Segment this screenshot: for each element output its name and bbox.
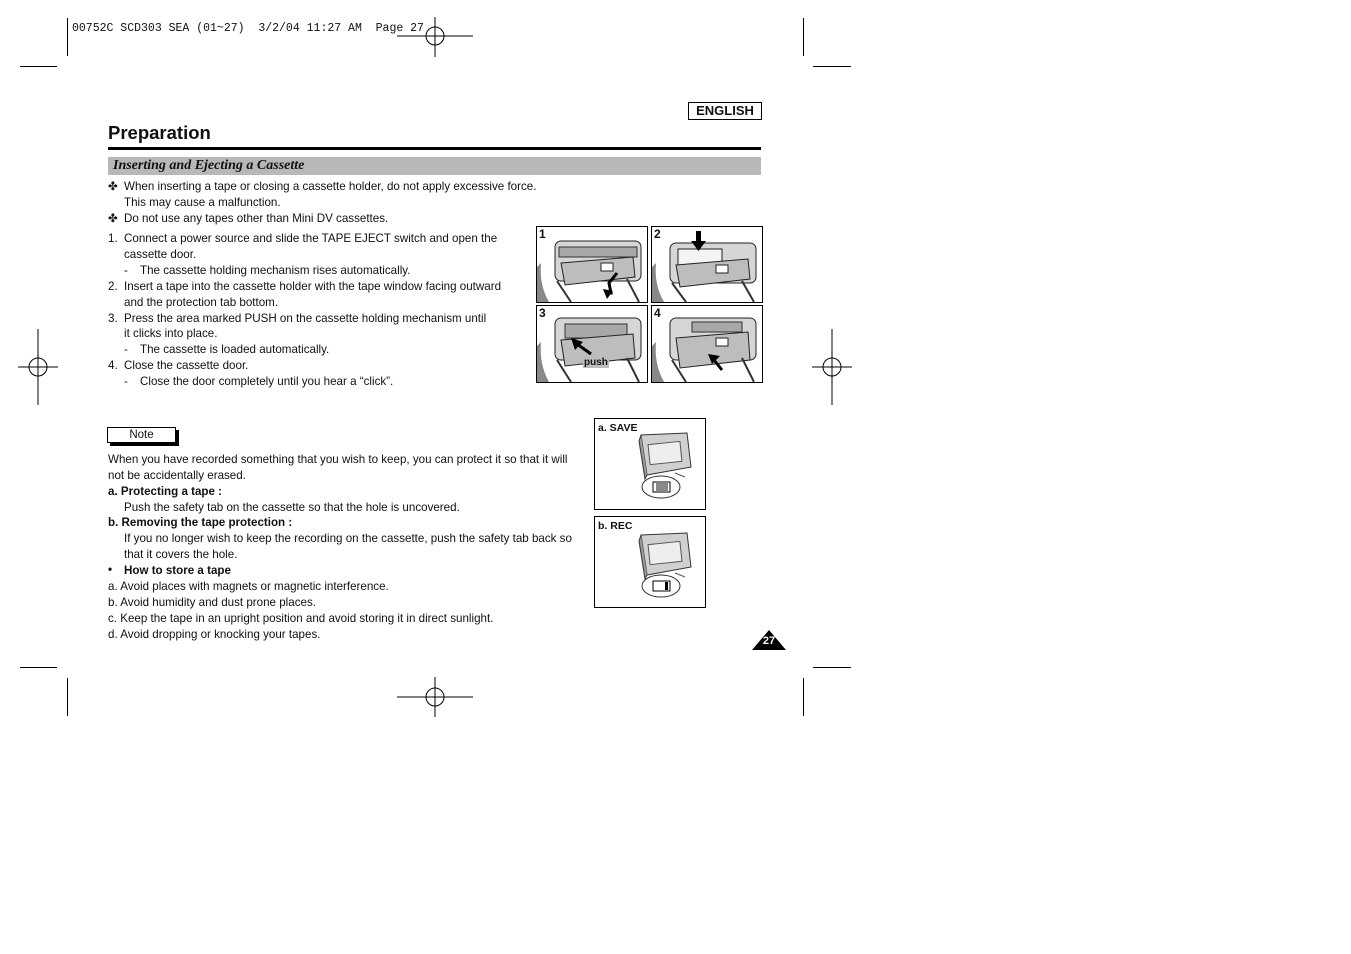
figure-number: 2 [654,227,661,241]
step-sub-text: The cassette is loaded automatically. [140,343,330,356]
store-item: b. Avoid humidity and dust prone places. [108,596,316,609]
step-sub-text: The cassette holding mechanism rises automatically. [140,264,411,277]
camcorder-illustration [537,306,647,382]
note-item-heading: b. Removing the tape protection : [108,516,293,529]
print-slug: 00752C SCD303 SEA (01~27) 3/2/04 11:27 AM Page 27 [72,22,424,35]
note-label: Note [107,427,176,443]
note-intro: When you have recorded something that you wish to keep, you can protect it so that it will [108,453,568,466]
cassette-illustration [595,419,705,509]
step-number: 1. [108,232,118,245]
store-item: a. Avoid places with magnets or magnetic interference. [108,580,389,593]
registration-mark-bottom [397,677,473,717]
step-text: Connect a power source and slide the TAPE EJECT switch and open the [124,232,498,245]
step-text: it clicks into place. [124,327,218,340]
cassette-illustration [595,517,705,607]
store-item: c. Keep the tape in an upright position and avoid storing it in direct sunlight. [108,612,494,625]
title-rule [108,147,761,150]
crop-mark [20,66,57,67]
push-label: push [584,357,608,368]
step-figure-4 [651,305,763,383]
bullet-glyph: ✤ [108,212,118,225]
tape-rec-figure [594,516,706,608]
registration-mark-right [812,329,852,405]
camcorder-illustration [537,227,647,302]
page-title: Preparation [108,122,211,143]
note-item-text: If you no longer wish to keep the recording on the cassette, push the safety tab back so [124,532,572,545]
step-figure-2 [651,226,763,303]
step-text: cassette door. [124,248,197,261]
sub-dash: - [124,343,128,356]
camcorder-illustration [652,306,762,382]
step-text: Press the area marked PUSH on the cassette holding mechanism until [124,312,487,325]
camcorder-illustration [652,227,762,302]
crop-mark [813,667,851,668]
language-badge: ENGLISH [688,102,762,120]
tape-figure-label: a. SAVE [598,422,638,434]
section-title: Inserting and Ejecting a Cassette [113,158,305,173]
store-heading: How to store a tape [124,564,231,577]
bullet-text: When inserting a tape or closing a cassette holder, do not apply excessive force. [124,180,537,193]
store-bullet: • [108,563,113,576]
crop-mark [803,678,804,716]
figure-number: 1 [539,227,546,241]
step-number: 2. [108,280,118,293]
registration-mark-left [18,329,58,405]
crop-mark [803,18,804,56]
sub-dash: - [124,264,128,277]
step-sub-text: Close the door completely until you hear a “click”. [140,375,394,388]
step-number: 4. [108,359,118,372]
bullet-glyph: ✤ [108,180,118,193]
note-intro: not be accidentally erased. [108,469,246,482]
step-text: Insert a tape into the cassette holder with the tape window facing outward [124,280,502,293]
bullet-text: Do not use any tapes other than Mini DV cassettes. [124,212,389,225]
page-number: 27 [762,635,776,647]
figure-number: 4 [654,306,661,320]
crop-mark [67,678,68,716]
tape-figure-label: b. REC [598,520,633,532]
note-item-heading: a. Protecting a tape : [108,485,223,498]
step-text: and the protection tab bottom. [124,296,279,309]
figure-number: 3 [539,306,546,320]
crop-mark [20,667,57,668]
crop-mark [813,66,851,67]
note-item-text: Push the safety tab on the cassette so that the hole is uncovered. [124,501,460,514]
note-item-text: that it covers the hole. [124,548,238,561]
store-item: d. Avoid dropping or knocking your tapes. [108,628,321,641]
sub-dash: - [124,375,128,388]
crop-mark [67,18,68,56]
step-number: 3. [108,312,118,325]
tape-save-figure [594,418,706,510]
step-figure-1 [536,226,648,303]
step-figure-3 [536,305,648,383]
step-text: Close the cassette door. [124,359,249,372]
bullet-text: This may cause a malfunction. [124,196,281,209]
